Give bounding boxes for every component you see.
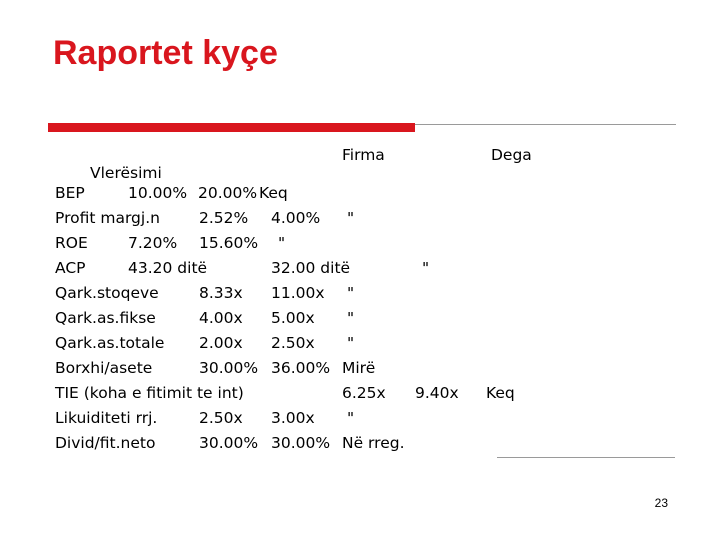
cell-vleresimi: Mirë <box>342 359 376 377</box>
row-label-profit-margin: Profit margj.n <box>55 209 160 227</box>
row-label-fixed-assets-turnover: Qark.as.fikse <box>55 309 156 327</box>
cell-firma: 6.25x <box>342 384 386 402</box>
row-label-acp: ACP <box>55 259 86 277</box>
cell-firma: 2.50x <box>199 409 243 427</box>
cell-dega: 32.00 ditë <box>271 259 351 277</box>
row-label-debt-to-assets: Borxhi/asete <box>55 359 153 377</box>
header-vleresimi: Vlerësimi <box>90 164 162 182</box>
cell-firma: 8.33x <box>199 284 243 302</box>
row-label-inventory-turnover: Qark.stoqeve <box>55 284 159 302</box>
cell-firma: 30.00% <box>199 359 259 377</box>
cell-firma: 43.20 ditë <box>128 259 208 277</box>
cell-dega: 2.50x <box>271 334 315 352</box>
cell-dega: 4.00% <box>271 209 321 227</box>
header-dega: Dega <box>491 146 532 164</box>
cell-vleresimi: Keq <box>259 184 288 202</box>
slide-title: Raportet kyçe <box>53 34 278 72</box>
cell-vleresimi: " <box>278 234 286 252</box>
title-divider-line <box>415 124 676 125</box>
cell-vleresimi: " <box>347 409 355 427</box>
cell-vleresimi: " <box>347 334 355 352</box>
cell-dega: 36.00% <box>271 359 331 377</box>
cell-vleresimi: " <box>347 284 355 302</box>
cell-dega: 15.60% <box>199 234 259 252</box>
header-firma: Firma <box>342 146 385 164</box>
row-label-payout-ratio: Divid/fit.neto <box>55 434 156 452</box>
cell-firma: 2.00x <box>199 334 243 352</box>
row-label-total-assets-turnover: Qark.as.totale <box>55 334 165 352</box>
title-accent-bar <box>48 123 415 132</box>
cell-firma: 10.00% <box>128 184 188 202</box>
cell-firma: 2.52% <box>199 209 249 227</box>
row-label-tie: TIE (koha e fitimit te int) <box>55 384 244 402</box>
cell-firma: 30.00% <box>199 434 259 452</box>
cell-dega: 9.40x <box>415 384 459 402</box>
cell-dega: 20.00% <box>198 184 258 202</box>
row-label-roe: ROE <box>55 234 88 252</box>
row-label-bep: BEP <box>55 184 85 202</box>
cell-dega: 5.00x <box>271 309 315 327</box>
row-label-current-ratio: Likuiditeti rrj. <box>55 409 158 427</box>
footer-divider-line <box>497 457 675 458</box>
cell-vleresimi: Në rreg. <box>342 434 405 452</box>
cell-firma: 4.00x <box>199 309 243 327</box>
cell-vleresimi: " <box>422 259 430 277</box>
cell-vleresimi: " <box>347 309 355 327</box>
cell-dega: 3.00x <box>271 409 315 427</box>
page-number: 23 <box>654 496 668 510</box>
cell-vleresimi: Keq <box>486 384 515 402</box>
cell-dega: 11.00x <box>271 284 325 302</box>
cell-firma: 7.20% <box>128 234 178 252</box>
cell-dega: 30.00% <box>271 434 331 452</box>
cell-vleresimi: " <box>347 209 355 227</box>
